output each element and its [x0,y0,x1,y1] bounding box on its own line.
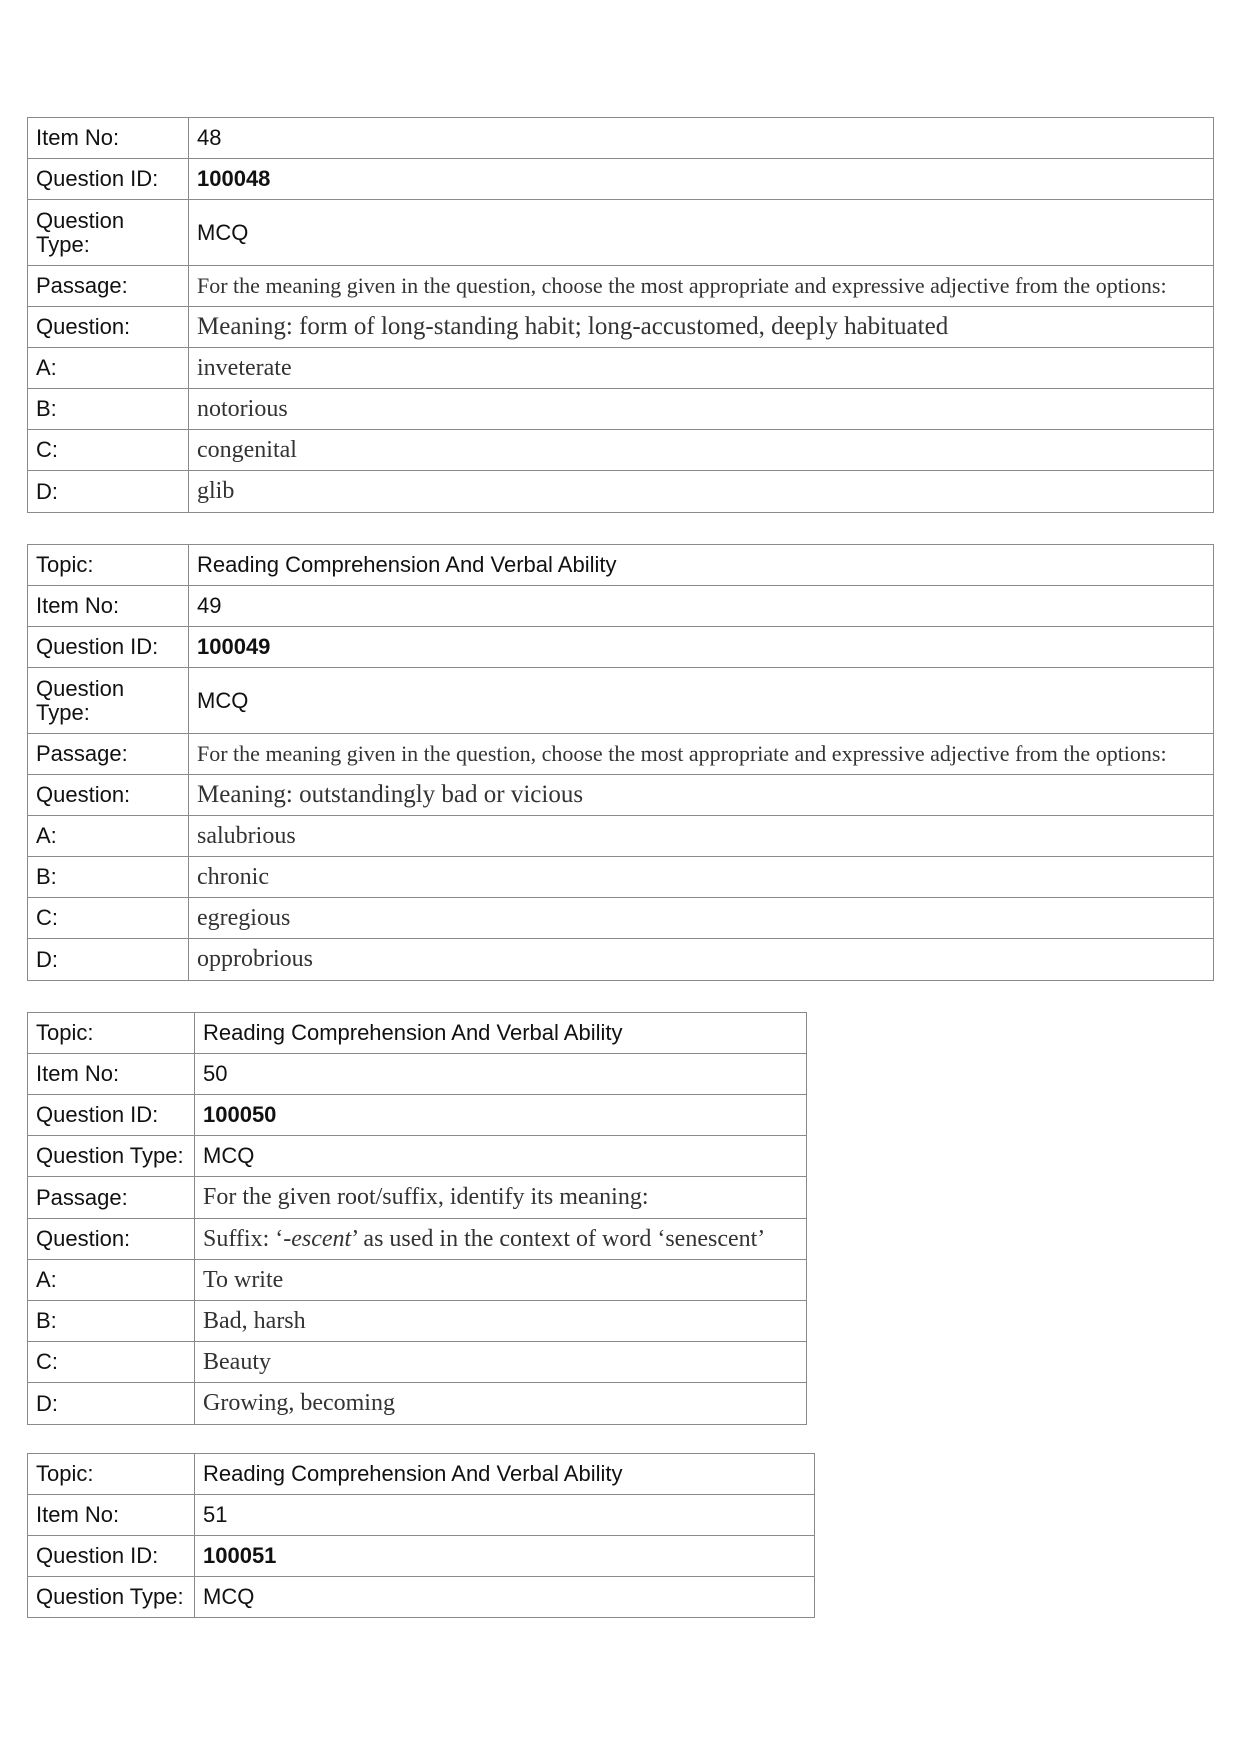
label-question-id: Question ID: [28,627,189,668]
option-a-text: To write [195,1260,807,1301]
row-item-no [28,586,1214,627]
row-question-id [28,159,1214,200]
question-text: Meaning: form of long-standing habit; long-accustomed, deeply habituated [189,307,1214,348]
label-question-id: Question ID: [28,1536,195,1577]
label-question-type: Question Type: [28,200,189,266]
question-table-48 [27,117,1214,513]
row-option-b [28,1301,807,1342]
question-id-value: 100050 [195,1095,807,1136]
label-option-c: C: [28,430,189,471]
label-option-b: B: [28,857,189,898]
row-topic [28,1454,815,1495]
label-option-b: B: [28,1301,195,1342]
row-item-no [28,1495,815,1536]
label-question-type: Question Type: [28,1577,195,1618]
row-question [28,1219,807,1260]
label-option-a: A: [28,816,189,857]
question-type-value: MCQ [195,1136,807,1177]
topic-value: Reading Comprehension And Verbal Ability [189,545,1214,586]
option-b-text: Bad, harsh [195,1301,807,1342]
question-suffix-word: -escent [283,1225,352,1252]
option-a-text: salubrious [189,816,1214,857]
question-text [195,1219,807,1260]
row-passage [28,734,1214,775]
row-item-no [28,118,1214,159]
row-passage [28,1177,807,1219]
item-no-value: 48 [189,118,1214,159]
item-no-value: 50 [195,1054,807,1095]
topic-value: Reading Comprehension And Verbal Ability [195,1454,815,1495]
question-id-value: 100051 [195,1536,815,1577]
row-question-id [28,1536,815,1577]
row-option-c [28,1342,807,1383]
question-id-value: 100049 [189,627,1214,668]
row-question-type [28,1577,815,1618]
label-option-d: D: [28,471,189,513]
row-option-d [28,471,1214,513]
question-text: Meaning: outstandingly bad or vicious [189,775,1214,816]
label-option-c: C: [28,1342,195,1383]
question-table-51 [27,1453,815,1618]
label-item-no: Item No: [28,1054,195,1095]
option-c-text: egregious [189,898,1214,939]
item-no-value: 51 [195,1495,815,1536]
row-option-b [28,857,1214,898]
label-passage: Passage: [28,734,189,775]
row-option-c [28,430,1214,471]
label-topic: Topic: [28,1013,195,1054]
question-id-value: 100048 [189,159,1214,200]
topic-value: Reading Comprehension And Verbal Ability [195,1013,807,1054]
item-no-value: 49 [189,586,1214,627]
option-b-text: notorious [189,389,1214,430]
option-d-text: opprobrious [189,939,1214,981]
row-topic [28,545,1214,586]
row-question [28,307,1214,348]
label-option-b: B: [28,389,189,430]
option-d-text: glib [189,471,1214,513]
label-option-a: A: [28,348,189,389]
row-question-id [28,1095,807,1136]
question-table-50 [27,1012,807,1425]
label-question-type: Question Type: [28,1136,195,1177]
question-rest: ’ as used in the context of word ‘senescent’ [351,1225,766,1252]
label-question: Question: [28,307,189,348]
question-type-value: MCQ [195,1577,815,1618]
label-topic: Topic: [28,545,189,586]
option-c-text: Beauty [195,1342,807,1383]
label-passage: Passage: [28,266,189,307]
row-question-type [28,668,1214,734]
question-prefix: Suffix: ‘ [203,1225,284,1252]
row-option-a [28,816,1214,857]
question-table-49 [27,544,1214,981]
label-item-no: Item No: [28,1495,195,1536]
label-question: Question: [28,775,189,816]
label-item-no: Item No: [28,118,189,159]
label-item-no: Item No: [28,586,189,627]
label-question: Question: [28,1219,195,1260]
label-option-a: A: [28,1260,195,1301]
row-option-d [28,1383,807,1425]
row-item-no [28,1054,807,1095]
row-option-a [28,1260,807,1301]
row-topic [28,1013,807,1054]
passage-text: For the meaning given in the question, choose the most appropriate and expressive adjective from the options: [189,734,1214,775]
row-option-a [28,348,1214,389]
label-question-type: Question Type: [28,668,189,734]
option-b-text: chronic [189,857,1214,898]
row-passage [28,266,1214,307]
row-question-type [28,200,1214,266]
label-question-id: Question ID: [28,159,189,200]
question-type-value: MCQ [189,200,1214,266]
passage-text: For the meaning given in the question, choose the most appropriate and expressive adjective from the options: [189,266,1214,307]
row-question-id [28,627,1214,668]
row-question [28,775,1214,816]
row-question-type [28,1136,807,1177]
label-topic: Topic: [28,1454,195,1495]
question-type-value: MCQ [189,668,1214,734]
row-option-b [28,389,1214,430]
label-question-id: Question ID: [28,1095,195,1136]
option-d-text: Growing, becoming [195,1383,807,1425]
row-option-d [28,939,1214,981]
option-c-text: congenital [189,430,1214,471]
label-option-d: D: [28,1383,195,1425]
label-option-d: D: [28,939,189,981]
row-option-c [28,898,1214,939]
label-option-c: C: [28,898,189,939]
option-a-text: inveterate [189,348,1214,389]
label-passage: Passage: [28,1177,195,1219]
passage-text: For the given root/suffix, identify its meaning: [195,1177,807,1219]
